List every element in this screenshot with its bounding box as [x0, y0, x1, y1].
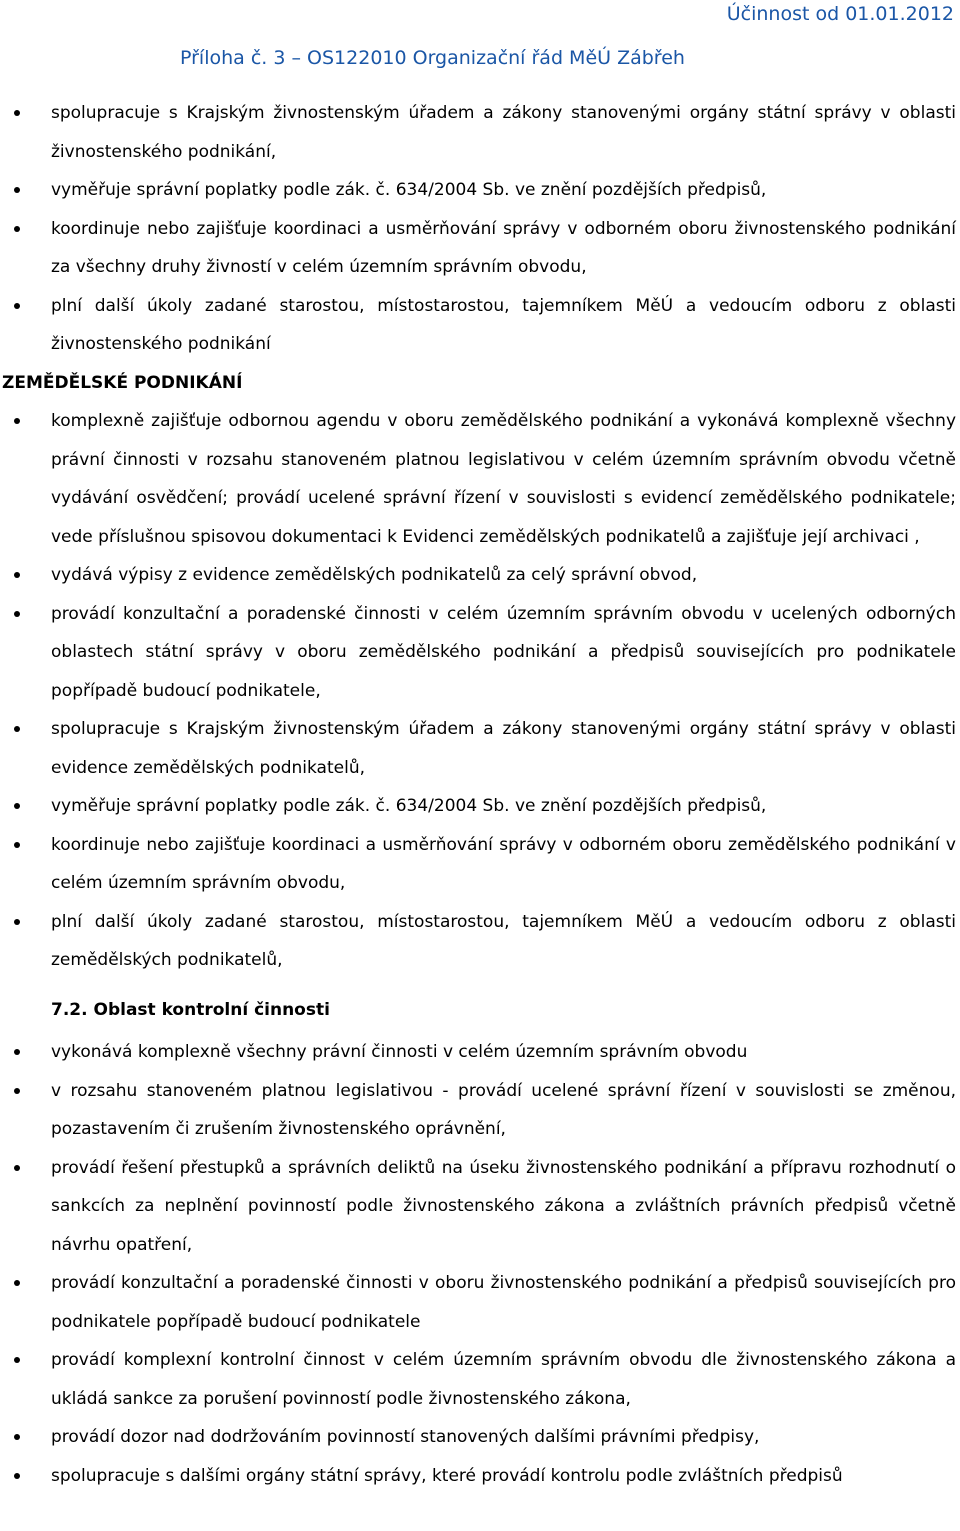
bullet-icon [14, 842, 20, 848]
list-item: spolupracuje s Krajským živnostenským úřadem a zákony stanovenými orgány státní správy v oblasti živnostenského podnikání, [0, 94, 960, 171]
list-item: provádí řešení přestupků a správních deliktů na úseku živnostenského podnikání a přípravu rozhodnutí o sankcích za neplnění povinností podle živnostenského zákona a zvláštních právních předpisů včetně návrhu opatření, [0, 1149, 960, 1265]
bullet-icon [14, 803, 20, 809]
bullet-icon [14, 1088, 20, 1094]
list-item: koordinuje nebo zajišťuje koordinaci a usměrňování správy v odborném oboru zemědělského podnikání v celém územním správním obvodu, [0, 826, 960, 903]
section-heading-agriculture: ZEMĚDĚLSKÉ PODNIKÁNÍ [2, 372, 243, 393]
bullet-icon [14, 418, 20, 424]
control-activity-list [0, 1033, 960, 1495]
section-heading-control: 7.2. Oblast kontrolní činnosti [51, 999, 330, 1020]
bullet-icon [14, 726, 20, 732]
document-title: Příloha č. 3 – OS122010 Organizační řád MěÚ Zábřeh [180, 47, 685, 69]
list-item: vydává výpisy z evidence zemědělských podnikatelů za celý správní obvod, [0, 556, 960, 595]
bullet-icon [14, 226, 20, 232]
list-item: provádí dozor nad dodržováním povinností stanovených dalšími právními předpisy, [0, 1418, 960, 1457]
list-item: provádí konzultační a poradenské činnosti v oboru živnostenského podnikání a předpisů souvisejících pro podnikatele popřípadě budoucí podnikatele [0, 1264, 960, 1341]
bullet-icon [14, 919, 20, 925]
agriculture-list [0, 402, 960, 980]
bullet-icon [14, 1165, 20, 1171]
bullet-icon [14, 110, 20, 116]
document-body [0, 94, 960, 1495]
list-item: spolupracuje s Krajským živnostenským úřadem a zákony stanovenými orgány státní správy v oblasti evidence zemědělských podnikatelů, [0, 710, 960, 787]
list-item: komplexně zajišťuje odbornou agendu v oboru zemědělského podnikání a vykonává komplexně všechny právní činnosti v rozsahu stanoveném platnou legislativou v celém územním správním obvodu včetně vydávání osvědčení; provádí ucelené správní řízení v souvislosti s evidencí zemědělského podnikatele; vede příslušnou spisovou dokumentaci k Evidenci zemědělských podnikatelů a zajišťuje její archivaci , [0, 402, 960, 556]
bullet-icon [14, 1434, 20, 1440]
list-item: spolupracuje s dalšími orgány státní správy, které provádí kontrolu podle zvláštních předpisů [0, 1457, 960, 1496]
bullet-icon [14, 1049, 20, 1055]
trade-business-list [0, 94, 960, 364]
list-item: vykonává komplexně všechny právní činnosti v celém územním správním obvodu [0, 1033, 960, 1072]
effective-date: Účinnost od 01.01.2012 [726, 3, 954, 25]
list-item: provádí konzultační a poradenské činnosti v celém územním správním obvodu v ucelených odborných oblastech státní správy v oboru zemědělského podnikání a předpisů souvisejících pro podnikatele popřípadě budoucí podnikatele, [0, 595, 960, 711]
list-item: vyměřuje správní poplatky podle zák. č. 634/2004 Sb. ve znění pozdějších předpisů, [0, 171, 960, 210]
bullet-icon [14, 187, 20, 193]
list-item: plní další úkoly zadané starostou, místostarostou, tajemníkem MěÚ a vedoucím odboru z oblasti živnostenského podnikání [0, 287, 960, 364]
list-item: provádí komplexní kontrolní činnost v celém územním správním obvodu dle živnostenského zákona a ukládá sankce za porušení povinností podle živnostenského zákona, [0, 1341, 960, 1418]
bullet-icon [14, 1473, 20, 1479]
list-item: v rozsahu stanoveném platnou legislativou - provádí ucelené správní řízení v souvislosti se změnou, pozastavením či zrušením živnostenského oprávnění, [0, 1072, 960, 1149]
list-item: vyměřuje správní poplatky podle zák. č. 634/2004 Sb. ve znění pozdějších předpisů, [0, 787, 960, 826]
list-item: koordinuje nebo zajišťuje koordinaci a usměrňování správy v odborném oboru živnostenského podnikání za všechny druhy živností v celém územním správním obvodu, [0, 210, 960, 287]
bullet-icon [14, 611, 20, 617]
list-item: plní další úkoly zadané starostou, místostarostou, tajemníkem MěÚ a vedoucím odboru z oblasti zemědělských podnikatelů, [0, 903, 960, 980]
bullet-icon [14, 303, 20, 309]
bullet-icon [14, 1280, 20, 1286]
bullet-icon [14, 572, 20, 578]
bullet-icon [14, 1357, 20, 1363]
